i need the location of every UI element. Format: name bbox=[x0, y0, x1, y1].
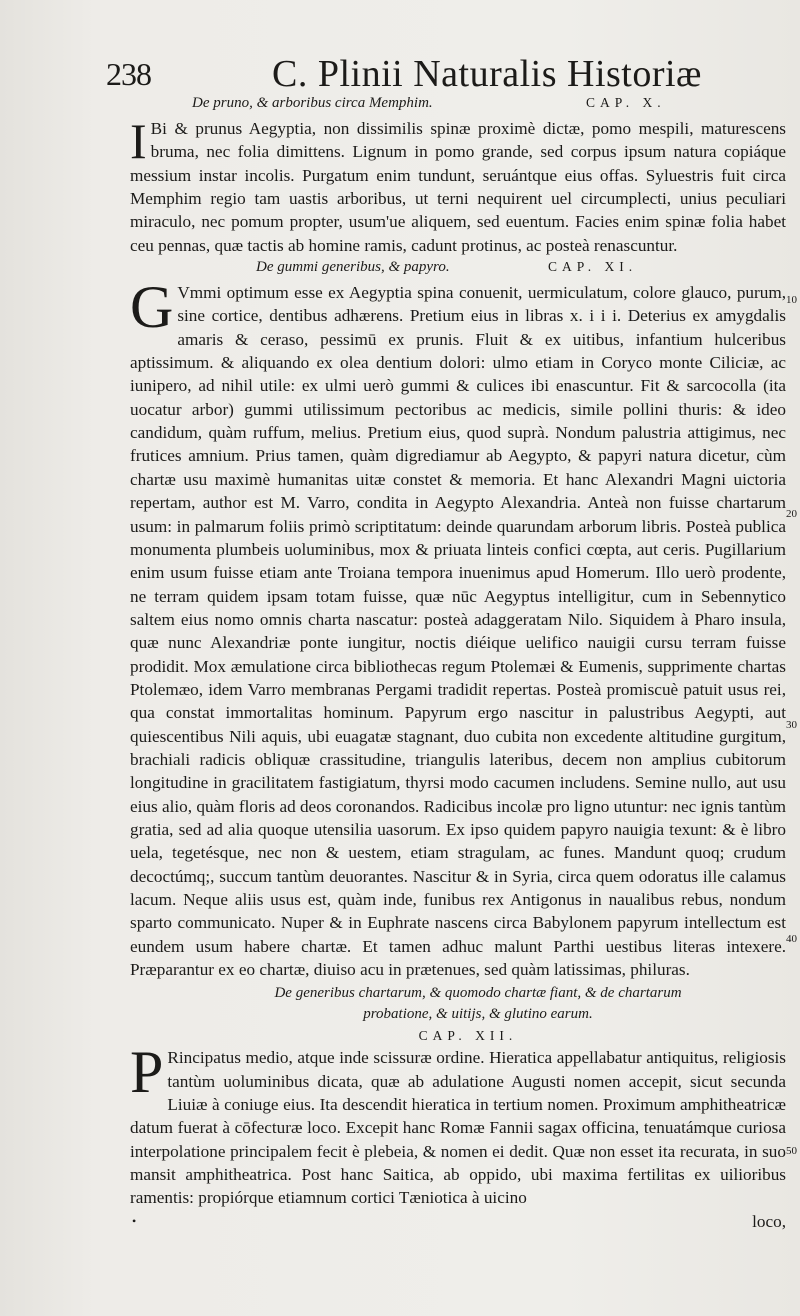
drop-cap: G bbox=[130, 274, 174, 341]
section-title: De pruno, & arboribus circa Memphim. bbox=[192, 95, 433, 111]
paragraph-text: Rincipatus medio, atque inde scissuræ ordine. Hieratica appellabatur antiquitus, religiosis tantùm uoluminibus dicata, quæ ab adulatione Augusti nomen accepit, sicut secunda Liuiæ à coniuge eius. Ita descendit hieratica in tertium nomen. Proximum amphitheatricæ datum fuerat à cōfecturæ loco. Excepit hanc Romæ Fannii sagax officina, tenuatámque curiosa interpolatione principalem fecit è plebeia, & nomen ei dedit. Quæ non esset ita recurata, in suo mansit amphitheatrica. Post hanc Saitica, ab oppido, ubi maxima fertilitas ex uilioribus ramentis: propiórque etiamnum cortici Tæniotica à uicino bbox=[130, 1048, 786, 1208]
section-title-line: De generibus chartarum, & quomodo chartæ fiant, & de chartarum bbox=[274, 985, 682, 1002]
section-heading-cap-xi bbox=[130, 259, 786, 281]
text-column bbox=[130, 95, 786, 1233]
margin-line-number: 10 bbox=[786, 294, 797, 306]
page-title: C. Plinii Naturalis Historiæ bbox=[272, 53, 702, 95]
page-number: 238 bbox=[106, 56, 151, 92]
catchword-line bbox=[130, 1210, 786, 1233]
catchword: loco, bbox=[752, 1211, 786, 1231]
section-title: De gummi generibus, & papyro. bbox=[256, 259, 450, 276]
paragraph-text: Bi & prunus Aegyptia, non dissimilis spinæ proximè dictæ, pomo mespili, maturescens bruma, nec folia dimittens. Lignum in pomo grande, sed corpus ipsum natura copiáque messium instar incolis. Purgatum enim tundunt, seruántque eius offas. Syluestris fuit circa Memphim regio tam uastis arboribus, ut terni nequirent uel circumplecti, unius peculiari miraculo, nec pomum propter, usum'ue aliquem, sed euentum. Facies enim spinæ folia habet ceu pennas, quæ tactis ab homine ramis, cadunt protinus, ac posteà renascuntur. bbox=[130, 119, 786, 255]
paragraph-cap-xii bbox=[130, 1039, 786, 1233]
drop-cap: P bbox=[130, 1039, 164, 1106]
paragraph-cap-x bbox=[130, 113, 786, 257]
bullet-mark: • bbox=[132, 1213, 137, 1228]
chapter-number: CAP. XI. bbox=[548, 259, 638, 275]
chapter-number: CAP. X. bbox=[586, 95, 666, 110]
section-title-line: probatione, & uitijs, & glutino earum. bbox=[363, 1006, 593, 1023]
drop-cap: I bbox=[130, 113, 147, 169]
section-heading-cap-xii bbox=[130, 983, 786, 1025]
chapter-number: CAP. XII. bbox=[418, 1028, 518, 1044]
margin-line-number: 50 bbox=[786, 1145, 797, 1157]
section-heading-cap-x bbox=[130, 95, 786, 117]
paragraph-text: Vmmi optimum esse ex Aegyptia spina conuenit, uermiculatum, colore glauco, purum, sine cortice, dentibus adhærens. Pretium eius in libras x. i i i. Deterius ex amygdalis amaris & ceraso, pessimū ex prunis. Fluit & ex uitibus, infantium hulceribus aptissimum. & aliquando ex olea dentium dolori: ulmo etiam in Coryco monte Ciliciæ, ac iunipero, ad nihil utile: ex ulmi uerò gummi & culices ibi enascuntur. Fit & sarcocolla (ita uocatur arbor) gummi utilissimum pectoribus ac medicis, simile pollini thuris: & ideo candidum, quàm ruffum, melius. Pretium eius, quod suprà. Nondum palustria attigimus, nec frutices amnium. Prius tamen, quàm digrediamur ab Aegypto, & papyri natura dicetur, cùm chartæ usu maximè humanitas uitæ constet & memoria. Et hanc Alexandri Magni uictoria repertam, author est M. Varro, condita in Aegypto Alexandria. Anteà non fuisse chartarum usum: in palmarum foliis primò scriptitatum: deinde quarundam arborum libris. Posteà publica monumenta plumbeis uoluminibus, mox & priuata linteis confici cœpta, aut ceris. Pugillarium enim usum fuisse etiam ante Troiana tempora inuenimus apud Homerum. Illo uerò prodente, ne terram quidem ipsam totam fuisse, quæ nūc Aegyptus intelligitur, cum in Sebennytico saltem eius nomo omnis charta nascatur: posteà adaggeratam Nilo. Siquidem à Pharo insula, quæ nunc Alexandriæ ponte iungitur, noctis diéique uelifico nauigii cursu terram fuisse prodidit. Mox æmulatione circa bibliothecas regum Ptolemæi & Eumenis, supprimente chartas Ptolemæo, idem Varro membranas Pergami tradidit repertas. Posteà promiscuè patuit usus rei, qua constat immortalitas hominum. Papyrum ergo nascitur in palustribus Aegypti, aut quiescentibus Nili aquis, ubi euagatæ stagnant, duo cubita non excedente altitudine gurgitum, brachiali radicis obliquæ crassitudine, triangulis lateribus, decem non amplius cubitorum longitudine in gracilitatem fastigiatum, thyrsi modo cacumen includens. Semine nullo, aut usu eius alio, quàm floris ad deos coronandos. Radicibus incolæ pro ligno utuntur: nec ignis tantùm gratia, sed ad alia quoque utensilia uasorum. Ex ipso quidem papyro nauigia texunt: & è libro uela, tegetésque, nec non & uestem, etiam stragulam, ac funes. Mandunt quoq; crudum decoctúmq;, succum tantùm deuorantes. Nascitur & in Syria, circa quem odoratus ille calamus lacum. Neque aliis usus est, quàm inde, funibus rex Antigonus in naualibus rebus, nondum sparto communicato. Nuper & in Euphrate nascens circa Babylonem papyrum intellectum est eundem usum habere chartæ. Et tamen adhuc malunt Parthi uestibus literas intexere. Præparantur ex eo chartæ, diuiso acu in prætenues, sed quàm latissimas, philuras. bbox=[130, 283, 786, 980]
margin-line-number: 30 bbox=[786, 719, 797, 731]
paragraph-cap-xi bbox=[130, 274, 786, 981]
margin-line-number: 40 bbox=[786, 933, 797, 945]
margin-line-number: 20 bbox=[786, 508, 797, 520]
